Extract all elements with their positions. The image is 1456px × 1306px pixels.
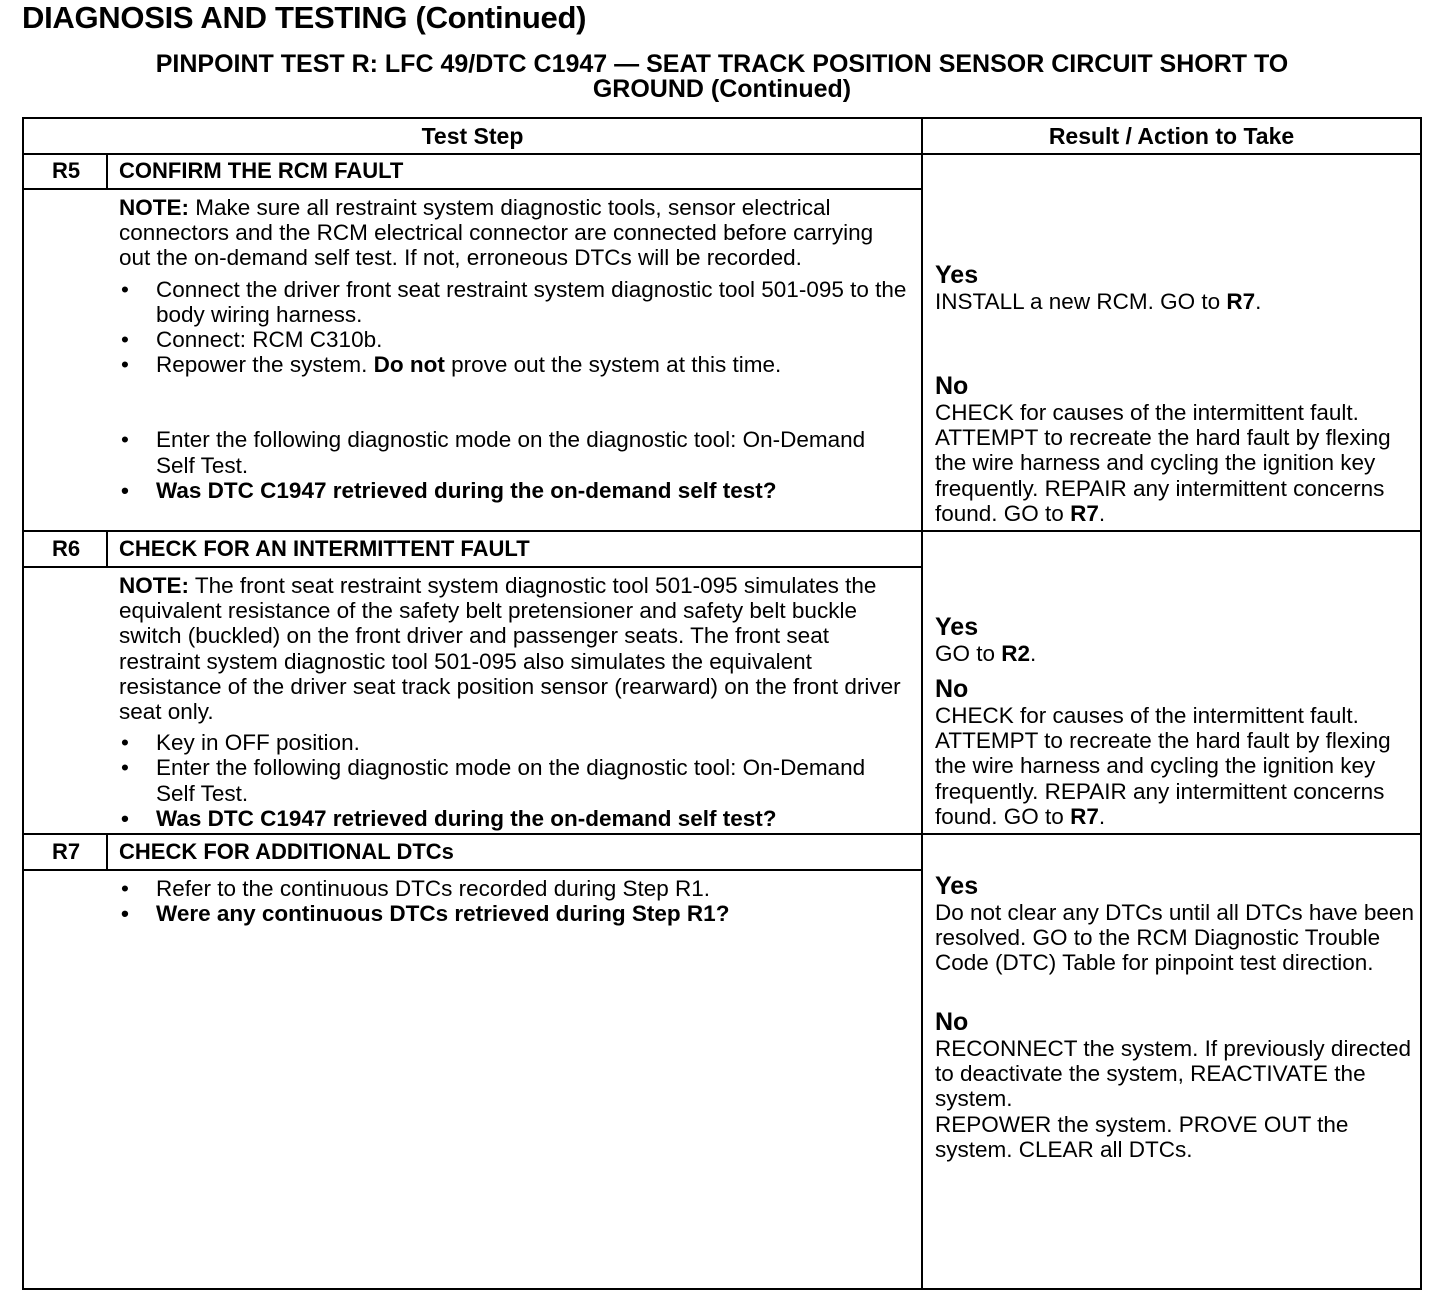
note-text: The front seat restraint system diagnostic tool 501-095 simulates the equivalent resistance of the safety belt pretensioner and safety belt buckle switch (buckled) on the front driver and passenger seats. The front seat restraint system diagnostic tool 501-095 also simulates the equivalent resistance of the driver seat track position sensor (rearward) on the front driver seat only. bbox=[119, 573, 901, 725]
bullet-r6-1: • Key in OFF position. bbox=[119, 730, 909, 755]
step-id-r7: R7 bbox=[51, 839, 81, 864]
no-action-2: REPOWER the system. PROVE OUT the system. CLEAR all DTCs. bbox=[935, 1111, 1349, 1162]
yes-label: Yes bbox=[935, 872, 979, 900]
step-body-r7 bbox=[119, 876, 909, 926]
result-yes-r7 bbox=[935, 873, 1423, 976]
no-action bbox=[935, 703, 1423, 829]
bullet-r5-1: • Connect the driver front seat restraint system diagnostic tool 501-095 to the body wiring harness. bbox=[119, 277, 909, 327]
pinpoint-title-line-1: PINPOINT TEST R: LFC 49/DTC C1947 — SEAT TRACK POSITION SENSOR CIRCUIT SHORT TO bbox=[155, 50, 1289, 78]
column-header-result: Result / Action to Take bbox=[1048, 123, 1295, 149]
result-yes-r6 bbox=[935, 614, 1423, 666]
page-heading: DIAGNOSIS AND TESTING (Continued) bbox=[22, 0, 587, 35]
no-action bbox=[935, 400, 1423, 526]
bullet-r6-2: • Enter the following diagnostic mode on the diagnostic tool: On-Demand Self Test. bbox=[119, 755, 909, 805]
bullet-r5-3 bbox=[119, 352, 909, 377]
bullet-r6-3: • Was DTC C1947 retrieved during the on-demand self test? bbox=[119, 806, 909, 831]
title-divider-r5 bbox=[24, 188, 921, 190]
result-no-r6 bbox=[935, 676, 1423, 829]
yes-label: Yes bbox=[935, 261, 979, 289]
no-label: No bbox=[935, 1008, 969, 1036]
result-no-r7 bbox=[935, 1009, 1423, 1162]
bullet-text: Repower the system. bbox=[156, 352, 374, 378]
yes-label: Yes bbox=[935, 613, 979, 641]
step-reference: R7 bbox=[1226, 289, 1256, 314]
step-body-r6 bbox=[119, 573, 909, 831]
title-divider-r7 bbox=[24, 869, 921, 871]
no-label: No bbox=[935, 675, 969, 703]
result-no-r5 bbox=[935, 373, 1423, 526]
action-text: . bbox=[1098, 500, 1106, 526]
bullet-r7-2: • Were any continuous DTCs retrieved during Step R1? bbox=[119, 901, 909, 926]
step-reference: R2 bbox=[1001, 641, 1031, 666]
action-text: . bbox=[1030, 641, 1037, 666]
step-title-r6: CHECK FOR AN INTERMITTENT FAULT bbox=[119, 536, 530, 561]
step-title-r5: CONFIRM THE RCM FAULT bbox=[119, 158, 404, 183]
column-header-test-step: Test Step bbox=[421, 123, 524, 149]
bullet-text: prove out the system at this time. bbox=[444, 352, 782, 378]
note-r5 bbox=[119, 195, 909, 271]
title-divider-r6 bbox=[24, 566, 921, 568]
step-body-r5 bbox=[119, 195, 909, 503]
step-title-r7: CHECK FOR ADDITIONAL DTCs bbox=[119, 839, 454, 864]
yes-action bbox=[935, 641, 1423, 666]
step-reference: R7 bbox=[1070, 500, 1099, 526]
pinpoint-test-title bbox=[22, 52, 1422, 102]
column-divider bbox=[921, 119, 923, 1288]
action-text: CHECK for causes of the intermittent fault. ATTEMPT to recreate the hard fault by flexing the wire harness and cycling the ignition key frequently. REPAIR any intermittent concerns found. GO to bbox=[935, 703, 1391, 829]
bullet-r5-2: • Connect: RCM C310b. bbox=[119, 327, 909, 352]
bullet-bold-text: Do not bbox=[373, 352, 445, 378]
note-text: Make sure all restraint system diagnostic tools, sensor electrical connectors and the RCM electrical connector are connected before carrying out the on-demand self test. If not, erroneous DTCs will be recorded. bbox=[119, 195, 874, 271]
action-text: GO to bbox=[935, 641, 1002, 666]
no-label: No bbox=[935, 372, 969, 400]
no-action-1: RECONNECT the system. If previously directed to deactivate the system, REACTIVATE the system. bbox=[935, 1036, 1411, 1112]
step-id-r5: R5 bbox=[51, 158, 81, 183]
action-text: CHECK for causes of the intermittent fault. ATTEMPT to recreate the hard fault by flexing the wire harness and cycling the ignition key frequently. REPAIR any intermittent concerns found. GO to bbox=[935, 400, 1391, 526]
pinpoint-title-line-2: GROUND (Continued) bbox=[592, 75, 852, 103]
yes-action bbox=[935, 289, 1423, 314]
result-yes-r5 bbox=[935, 262, 1423, 314]
pinpoint-test-table bbox=[22, 117, 1422, 1290]
step-reference: R7 bbox=[1070, 803, 1099, 829]
bullet-r7-1: • Refer to the continuous DTCs recorded during Step R1. bbox=[119, 876, 909, 901]
note-label: NOTE: bbox=[119, 195, 189, 220]
action-text: . bbox=[1098, 803, 1106, 829]
bullet-r5-5: • Was DTC C1947 retrieved during the on-demand self test? bbox=[119, 478, 909, 503]
note-r6 bbox=[119, 573, 909, 724]
bullet-r5-4: • Enter the following diagnostic mode on the diagnostic tool: On-Demand Self Test. bbox=[119, 427, 909, 477]
action-text: INSTALL a new RCM. GO to bbox=[935, 289, 1227, 314]
note-label: NOTE: bbox=[119, 573, 189, 598]
yes-action: Do not clear any DTCs until all DTCs have been resolved. GO to the RCM Diagnostic Trouble Code (DTC) Table for pinpoint test direction. bbox=[935, 900, 1414, 976]
step-id-r6: R6 bbox=[51, 536, 81, 561]
action-text: . bbox=[1255, 289, 1262, 314]
